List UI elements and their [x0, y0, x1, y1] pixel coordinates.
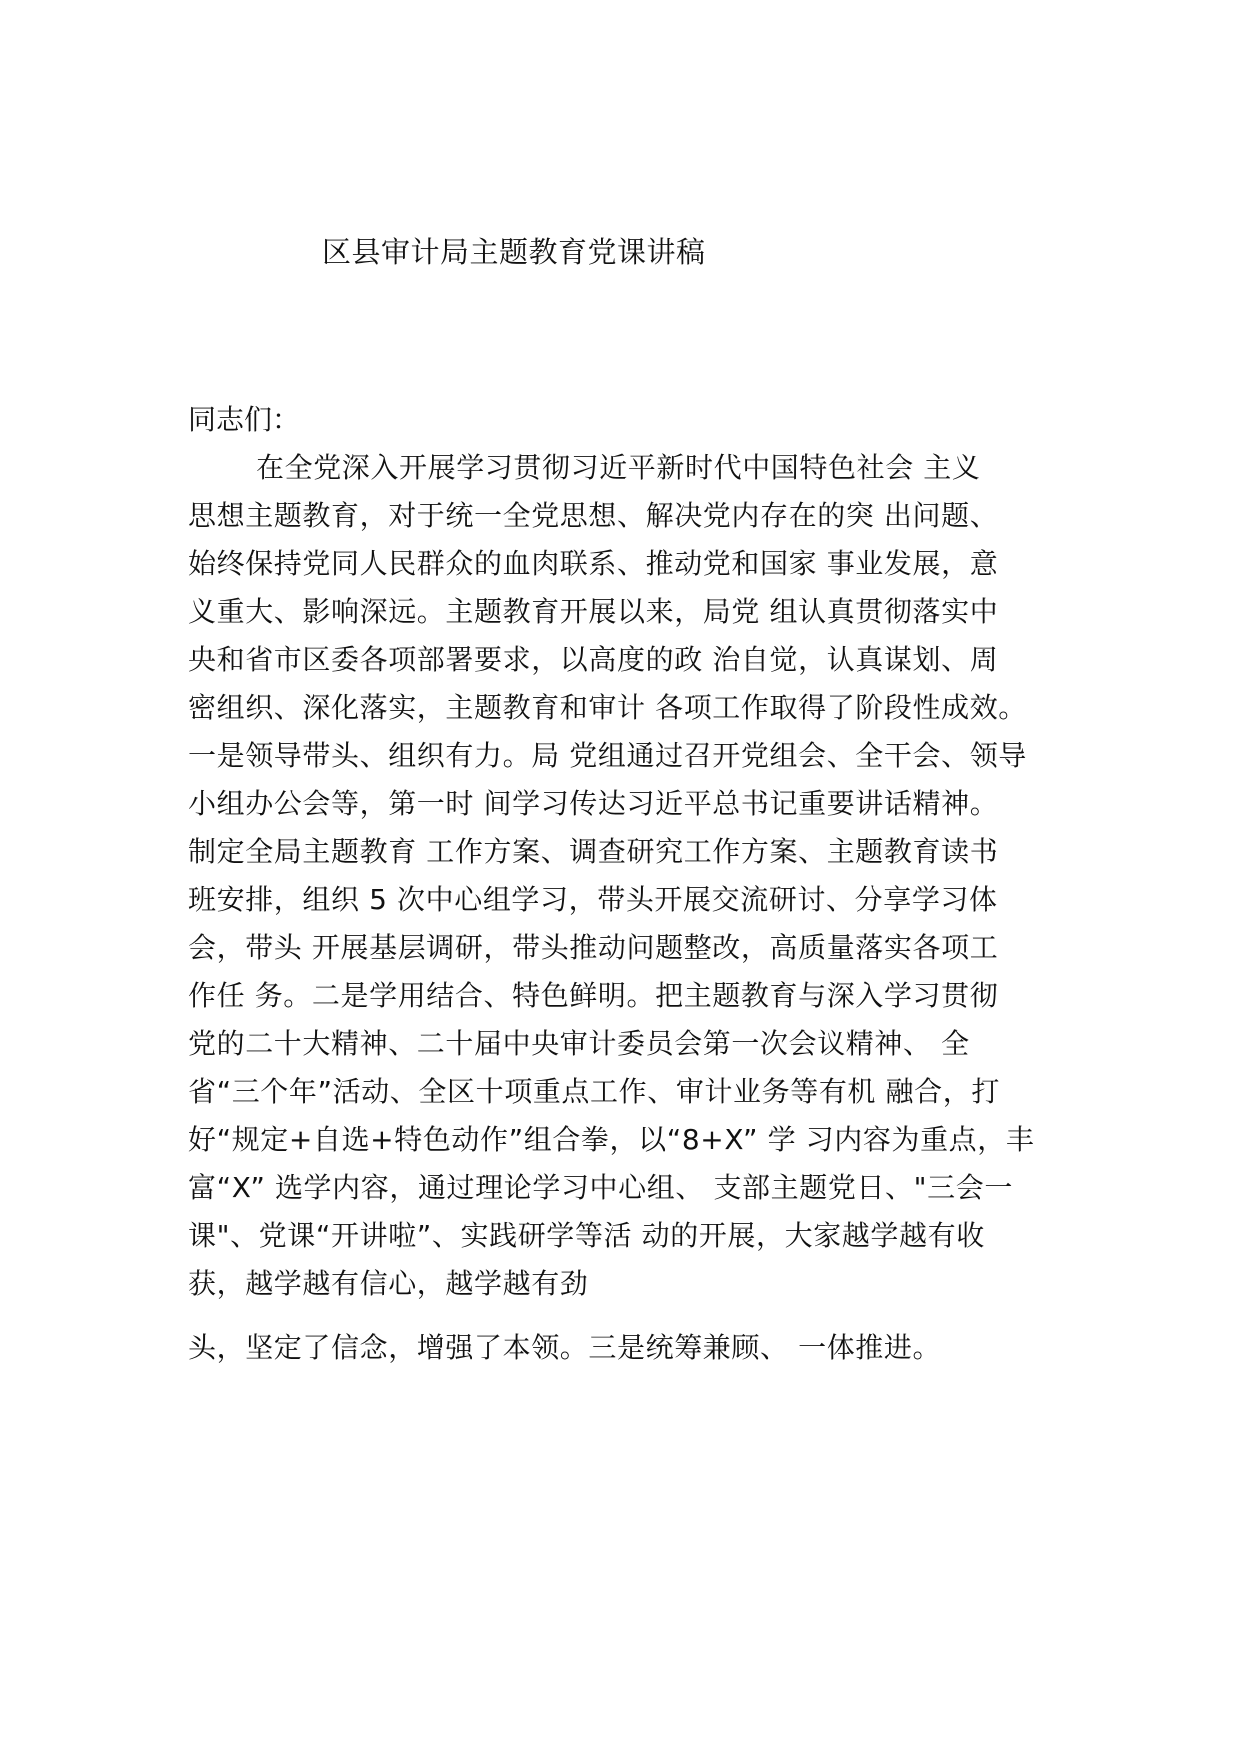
- body-line: 在全党深入开展学习贯彻习近平新时代中国特色社会 主义: [256, 451, 981, 484]
- body-line: 密组织、深化落实，主题教育和审计 各项工作取得了阶段性成效。: [188, 691, 1027, 724]
- body-line: 始终保持党同人民群众的血肉联系、推动党和国家 事业发展，意: [188, 547, 999, 580]
- body-line: 头，坚定了信念，增强了本领。三是统筹兼顾、 一体推进。: [188, 1331, 942, 1364]
- body-line: 富“X” 选学内容，通过理论学习中心组、 支部主题党日、"三会一: [188, 1171, 1013, 1204]
- body-line: 党的二十大精神、二十届中央审计委员会第一次会议精神、 全: [188, 1027, 970, 1060]
- body-line: 小组办公会等，第一时 间学习传达习近平总书记重要讲话精神。: [188, 787, 999, 820]
- body-line: 作任 务。二是学用结合、特色鲜明。把主题教育与深入学习贯彻: [188, 979, 999, 1012]
- body-line: 一是领导带头、组织有力。局 党组通过召开党组会、全干会、领导: [188, 739, 1027, 772]
- body-line: 课"、党课“开讲啦”、实践研学等活 动的开展，大家越学越有收: [188, 1219, 985, 1252]
- body-line: 会，带头 开展基层调研，带头推动问题整改，高质量落实各项工: [188, 931, 999, 964]
- body-line: 好“规定+自选+特色动作”组合拳，以“8+X” 学 习内容为重点，丰: [188, 1123, 1035, 1156]
- document-title: 区县审计局主题教育党课讲稿: [322, 235, 706, 269]
- salutation: 同志们：: [188, 403, 301, 436]
- body-line: 央和省市区委各项部署要求，以高度的政 治自觉，认真谋划、周: [188, 643, 999, 676]
- body-line: 思想主题教育，对于统一全党思想、解决党内存在的突 出问题、: [188, 499, 999, 532]
- body-line: 省“三个年”活动、全区十项重点工作、审计业务等有机 融合，打: [188, 1075, 1000, 1108]
- body-line: 班安排，组织 5 次中心组学习，带头开展交流研讨、分享学习体: [188, 883, 998, 916]
- body-line: 制定全局主题教育 工作方案、调查研究工作方案、主题教育读书: [188, 835, 999, 868]
- body-line: 义重大、影响深远。主题教育开展以来，局党 组认真贯彻落实中: [188, 595, 999, 628]
- body-line: 获，越学越有信心，越学越有劲: [188, 1267, 589, 1300]
